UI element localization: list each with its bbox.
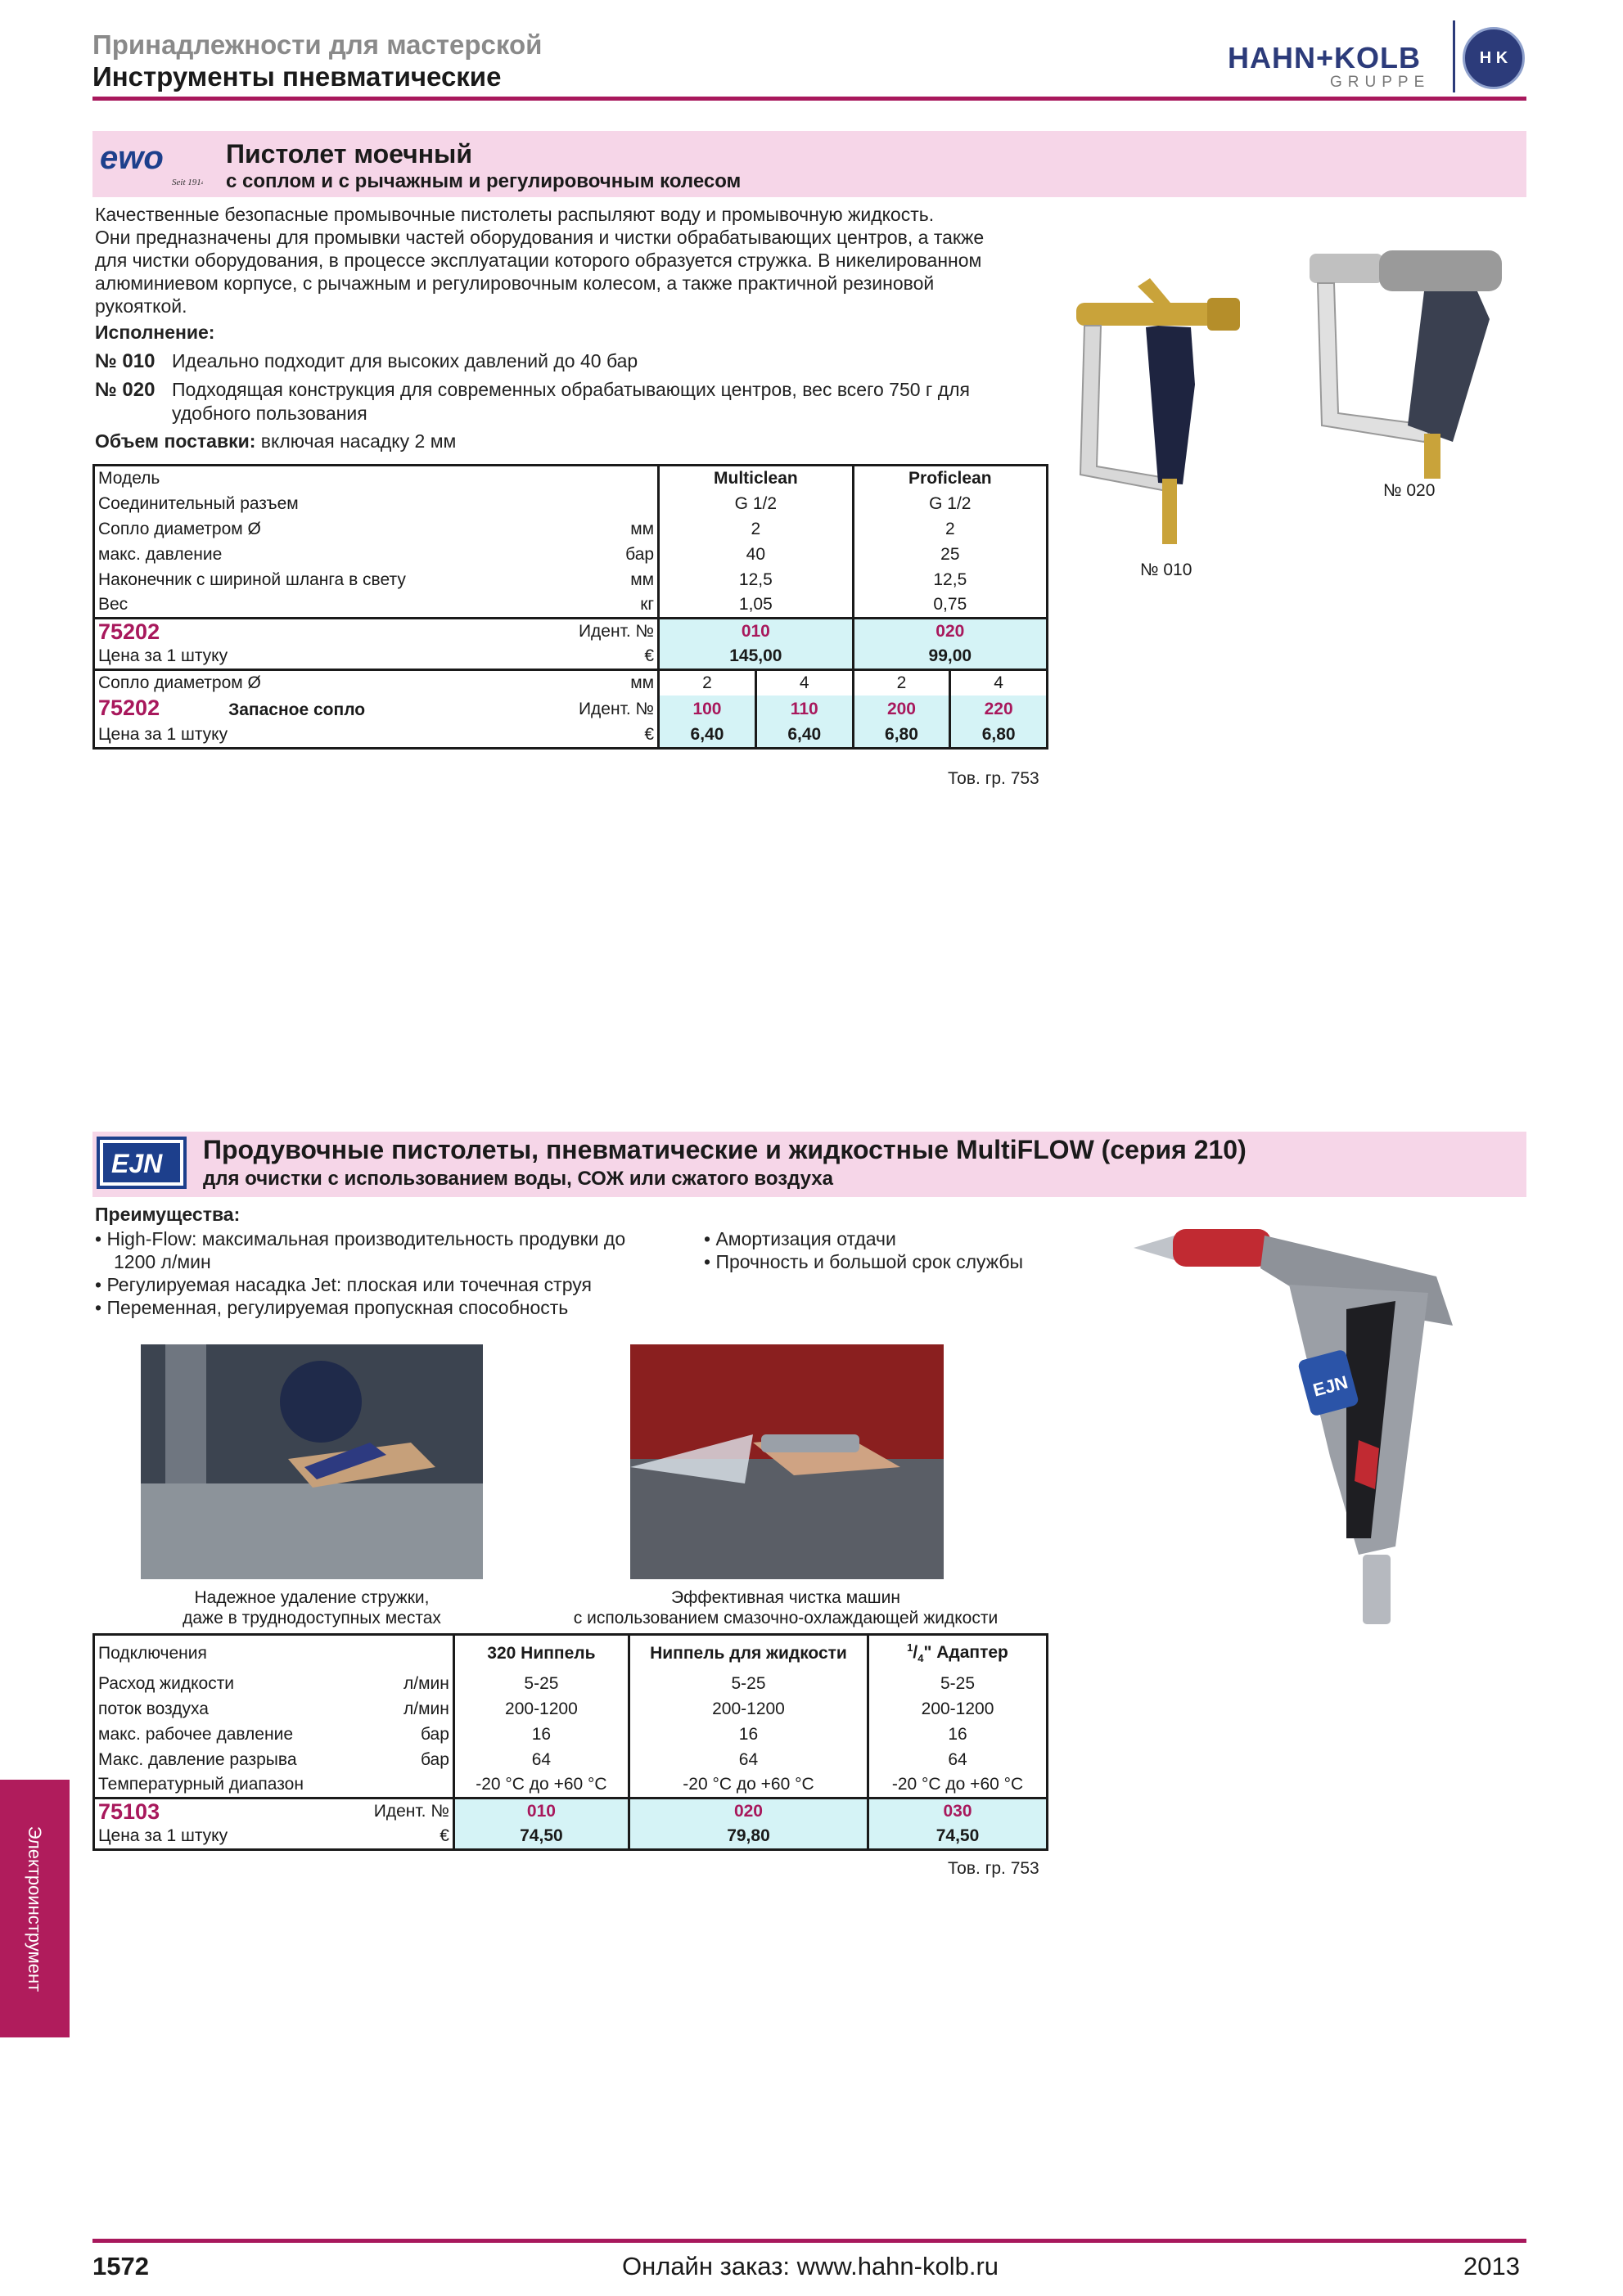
row-label: Температурный диапазон [98,1775,304,1794]
image-label-020: № 020 [1383,481,1436,500]
advantages-label: Преимущества: [95,1204,241,1225]
table-row [94,1696,1048,1722]
table-row [94,670,1048,696]
table-row [94,619,1048,645]
ident-value: 010 [453,1799,629,1825]
image-label-010: № 010 [1140,560,1192,579]
chip-removal-photo [141,1344,483,1579]
cell-value: 12,5 [853,567,1047,592]
row-label: Сопло диаметром Ø [98,519,261,538]
ident-label: Идент. № [578,699,655,718]
row-label: макс. рабочее давление [98,1724,293,1744]
cell-value: -20 °C до +60 °C [453,1772,629,1799]
cell-value: G 1/2 [853,491,1047,516]
list-item-text: Регулируемая насадка Jet: плоская или точечная струя [106,1274,592,1295]
coolant-cleaning-photo [630,1344,944,1579]
row-unit: л/мин [403,1699,449,1718]
row-unit: мм [570,670,658,696]
list-item-text: High-Flow: максимальная производительность продувки до [106,1228,626,1249]
svg-text:Seit 1914: Seit 1914 [172,178,203,187]
row-label: Модель [98,469,160,488]
article-number: 75202 [98,696,160,720]
caption-line: Эффективная чистка машин [671,1588,900,1607]
list-item-text: Переменная, регулируемая пропускная способность [106,1297,569,1318]
row-unit: бар [420,1749,449,1769]
variant-code: № 020 [95,379,156,401]
side-tab-label [0,1780,70,2037]
delivery-scope [95,430,456,452]
header-category: Принадлежности для мастерской [92,29,543,60]
advantages-right [704,1227,1072,1273]
caption-line: с использованием смазочно-охлаждающей жидкости [573,1609,999,1627]
list-item: • Амортизация отдачи [704,1228,896,1249]
spare-article-cell [94,696,570,723]
cell-value: 1,05 [659,592,854,619]
brand-seal-icon: H K [1463,27,1525,89]
price-value: 79,80 [629,1824,868,1850]
table-row [94,1799,1048,1825]
model-proficlean: Proficlean [853,466,1047,492]
currency: € [644,646,655,665]
spare-name: Запасное сопло [228,700,366,719]
ident-value: 100 [659,696,756,723]
cell-value: 4 [755,670,853,696]
table-row [94,1747,1048,1772]
table-row [94,723,1048,749]
col-header: Ниппель для жидкости [629,1635,868,1672]
fraction-denominator: 4 [917,1652,924,1665]
ident-label: Идент. № [371,1799,454,1825]
section1-title: Пистолет моечный [226,139,473,169]
price-value: 6,40 [755,723,853,749]
col-header: 320 Ниппель [453,1635,629,1672]
cell-value: 5-25 [868,1671,1048,1696]
cell-value: 5-25 [453,1671,629,1696]
ewo-logo [97,137,203,191]
cell-value: 12,5 [659,567,854,592]
row-unit: л/мин [403,1673,449,1693]
price-value: 145,00 [659,644,854,670]
footer-rule [92,2239,1526,2243]
price-value: 6,40 [659,723,756,749]
cell-value: -20 °C до +60 °C [629,1772,868,1799]
table-row [94,1824,1048,1850]
price-label: Цена за 1 штуку [98,646,228,665]
table-row [94,592,1048,619]
cell-value: 2 [853,670,950,696]
product-group-note: Тов. гр. 753 [948,1859,1039,1878]
price-value: 99,00 [853,644,1047,670]
cell-value: 4 [950,670,1048,696]
page-number: 1572 [92,2252,149,2280]
desc-line: алюминиевом корпусе, с рычажным и регулировочным колесом, а также практичной резиновой [95,272,935,294]
cell-value: -20 °C до +60 °C [868,1772,1048,1799]
ident-value: 030 [868,1799,1048,1825]
row-label: Сопло диаметром Ø [94,670,570,696]
article-number: 75202 [94,619,570,645]
ident-value: 010 [659,619,854,645]
variant-020 [95,378,1061,425]
footer-url: Онлайн заказ: www.hahn-kolb.ru [622,2252,999,2280]
row-unit [371,1772,454,1799]
photo2-caption [557,1587,1015,1628]
delivery-text: включая насадку 2 мм [255,430,457,452]
currency: € [440,1826,449,1846]
row-label: поток воздуха [98,1699,209,1718]
cell-value: 0,75 [853,592,1047,619]
row-unit [570,491,658,516]
caption-line: Надежное удаление стружки, [194,1588,430,1607]
cell-value: 64 [868,1747,1048,1772]
svg-text:EJN: EJN [1310,1371,1350,1401]
list-item: • Прочность и большой срок службы [704,1251,1024,1272]
cell-value: 2 [659,670,756,696]
svg-text:EJN: EJN [111,1149,163,1178]
cell-value: 64 [453,1747,629,1772]
ident-value: 020 [629,1799,868,1825]
table-row [94,1635,1048,1672]
product-group-note: Тов. гр. 753 [948,769,1039,788]
table-row [94,1671,1048,1696]
delivery-label: Объем поставки: [95,430,256,452]
cell-value: 2 [659,516,854,542]
list-item-text: Амортизация отдачи [715,1228,896,1249]
col-header-adapter: $^1/_4$" Адаптер [868,1635,1048,1672]
adapter-label: Адаптер [936,1643,1008,1662]
variant-010 [95,349,1061,373]
row-unit: мм [630,519,655,538]
row-label: Соединительный разъем [98,493,299,513]
table-row [94,516,1048,542]
table-row [94,1722,1048,1747]
cell-value: 16 [868,1722,1048,1747]
brand-subtitle: GRUPPE [1330,74,1431,91]
row-unit [371,1635,454,1672]
currency: € [644,725,655,744]
row-label: макс. давление [98,544,223,564]
cell-value: 25 [853,542,1047,567]
variant-text: удобного пользования [172,403,367,424]
table-row [94,1772,1048,1799]
table-row [94,644,1048,670]
washing-gun-020-image [1301,221,1522,483]
exec-label: Исполнение: [95,322,215,343]
row-unit: кг [640,595,655,614]
ident-value: 220 [950,696,1048,723]
ident-value: 020 [853,619,1047,645]
price-value: 6,80 [853,723,950,749]
variant-text: Идеально подходит для высоких давлений до 40 бар [172,350,638,371]
desc-line: для чистки оборудования, в процессе эксплуатации которого образуется стружка. В никелированном [95,250,982,271]
ident-label: Идент. № [570,619,658,645]
row-label: Вес [98,595,128,614]
ident-value: 110 [755,696,853,723]
cell-value: 200-1200 [868,1696,1048,1722]
section2-subtitle: для очистки с использованием воды, СОЖ или сжатого воздуха [203,1168,833,1190]
brand-divider [1453,20,1455,92]
cell-value: 2 [853,516,1047,542]
section2-spec-table [92,1633,1048,1851]
row-label: Макс. давление разрыва [98,1749,297,1769]
table-row [94,491,1048,516]
header-subcategory: Инструменты пневматические [92,61,502,92]
list-item-text: Прочность и большой срок службы [715,1251,1024,1272]
desc-line: рукояткой. [95,295,187,317]
row-label: Наконечник с шириной шланга в свету [98,569,406,589]
variant-text: Подходящая конструкция для современных обрабатывающих центров, вес всего 750 г для [172,379,971,400]
ident-value: 200 [853,696,950,723]
advantages-left [95,1227,684,1319]
row-unit [570,466,658,492]
desc-line: Качественные безопасные промывочные пистолеты распыляют воду и промывочную жидкость. [95,204,935,225]
list-item-text: 1200 л/мин [114,1251,211,1272]
table-row [94,542,1048,567]
section2-title: Продувочные пистолеты, пневматические и жидкостные MultiFLOW (серия 210) [203,1135,1247,1164]
cell-value: 64 [629,1747,868,1772]
row-label: Расход жидкости [98,1673,235,1693]
row-unit: мм [630,569,655,589]
list-item: • Переменная, регулируемая пропускная способность [95,1297,569,1318]
list-item: • High-Flow: максимальная производительность продувки до [95,1228,626,1249]
caption-line: даже в труднодоступных местах [183,1609,441,1627]
list-item: • Регулируемая насадка Jet: плоская или точечная струя [95,1274,592,1295]
article-number: 75103 [94,1799,371,1825]
desc-line: Они предназначены для промывки частей оборудования и чистки обрабатывающих центров, а также [95,227,985,248]
cell-value: 200-1200 [629,1696,868,1722]
ejn-logo [97,1135,188,1191]
cell-value: 5-25 [629,1671,868,1696]
section1-description [95,203,1061,317]
washing-gun-010-image [1060,270,1256,548]
section1-subtitle: с соплом и с рычажным и регулировочным колесом [226,170,742,192]
cell-value: 16 [453,1722,629,1747]
price-value: 6,80 [950,723,1048,749]
svg-text:ewo: ewo [100,140,164,176]
multiflow-gun-image [1125,1211,1514,1649]
table-row [94,696,1048,723]
price-value: 74,50 [453,1824,629,1850]
cell-value: 200-1200 [453,1696,629,1722]
row-unit: бар [420,1724,449,1744]
table-row [94,567,1048,592]
brand-logo: HAHN+KOLB [1228,41,1422,74]
price-label: Цена за 1 штуку [98,725,228,744]
row-label: Подключения [98,1643,207,1663]
cell-value: G 1/2 [659,491,854,516]
model-multiclean: Multiclean [659,466,854,492]
footer-year: 2013 [1463,2252,1520,2280]
table-row [94,466,1048,492]
row-unit: бар [625,544,655,564]
price-value: 74,50 [868,1824,1048,1850]
fraction-numerator: 1 [907,1641,913,1654]
section1-spec-table [92,464,1048,750]
cell-value: 16 [629,1722,868,1747]
header-rule [92,97,1526,101]
cell-value: 40 [659,542,854,567]
photo1-caption [141,1587,483,1628]
side-tab-text: Электроинструмент [25,1826,46,1992]
price-label: Цена за 1 штуку [98,1826,228,1846]
variant-code: № 010 [95,350,156,372]
